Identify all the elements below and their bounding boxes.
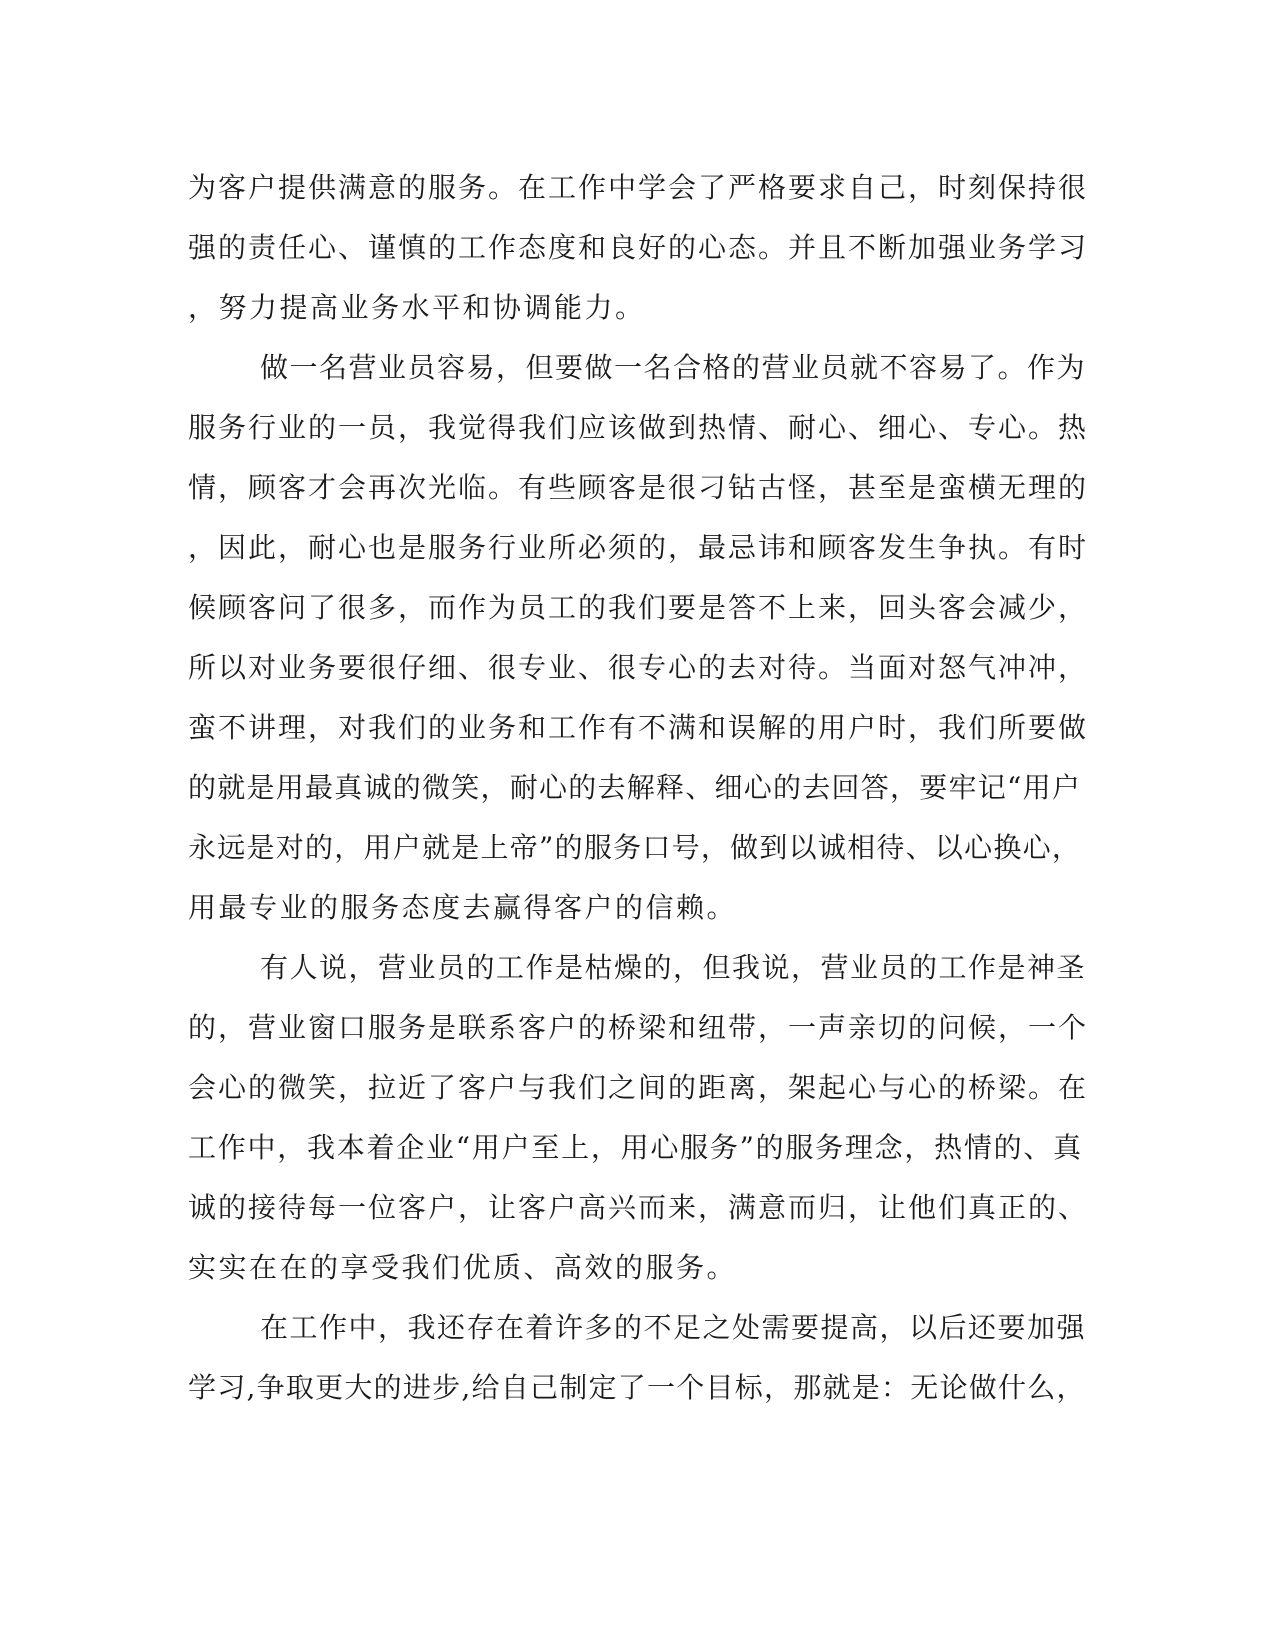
text-line: 的就是用最真诚的微笑，耐心的去解释、细心的去回答，要牢记“用户 bbox=[188, 771, 1082, 804]
text-line: 为客户提供满意的服务。在工作中学会了严格要求自己，时刻保持很 bbox=[188, 171, 1089, 204]
text-line: ，努力提高业务水平和协调能力。 bbox=[188, 291, 646, 324]
text-line: 工作中，我本着企业“用户至上，用心服务”的服务理念，热情的、真 bbox=[188, 1131, 1083, 1164]
text-line: 服务行业的一员，我觉得我们应该做到热情、耐心、细心、专心。热 bbox=[188, 411, 1089, 444]
text-line: 学习,争取更大的进步,给自己制定了一个目标，那就是：无论做什么， bbox=[188, 1371, 1086, 1404]
text-line: 实实在在的享受我们优质、高效的服务。 bbox=[188, 1251, 738, 1284]
text-line: 候顾客问了很多，而作为员工的我们要是答不上来，回头客会减少， bbox=[188, 591, 1089, 624]
paragraph-first-line: 做一名营业员容易，但要做一名合格的营业员就不容易了。作为 bbox=[260, 351, 1087, 384]
text-line: 永远是对的，用户就是上帝”的服务口号，做到以诚相待、以心换心， bbox=[188, 831, 1082, 864]
text-line: 所以对业务要很仔细、很专业、很专心的去对待。当面对怒气冲冲， bbox=[188, 651, 1089, 684]
paragraph-first-line: 有人说，营业员的工作是枯燥的，但我说，营业员的工作是神圣 bbox=[260, 951, 1087, 984]
text-line: 诚的接待每一位客户，让客户高兴而来，满意而归，让他们真正的、 bbox=[188, 1191, 1089, 1224]
text-line: 情，顾客才会再次光临。有些顾客是很刁钻古怪，甚至是蛮横无理的 bbox=[188, 471, 1089, 504]
text-line: 强的责任心、谨慎的工作态度和良好的心态。并且不断加强业务学习 bbox=[188, 231, 1089, 264]
text-line: ，因此，耐心也是服务行业所必须的，最忌讳和顾客发生争执。有时 bbox=[188, 531, 1089, 564]
text-line: 蛮不讲理，对我们的业务和工作有不满和误解的用户时，我们所要做 bbox=[188, 711, 1089, 744]
text-line: 用最专业的服务态度去赢得客户的信赖。 bbox=[188, 891, 738, 924]
body-text bbox=[188, 158, 1088, 1418]
text-line: 会心的微笑，拉近了客户与我们之间的距离，架起心与心的桥梁。在 bbox=[188, 1071, 1089, 1104]
paragraph-first-line: 在工作中，我还存在着许多的不足之处需要提高，以后还要加强 bbox=[260, 1311, 1087, 1344]
text-line: 的，营业窗口服务是联系客户的桥梁和纽带，一声亲切的问候，一个 bbox=[188, 1011, 1089, 1044]
